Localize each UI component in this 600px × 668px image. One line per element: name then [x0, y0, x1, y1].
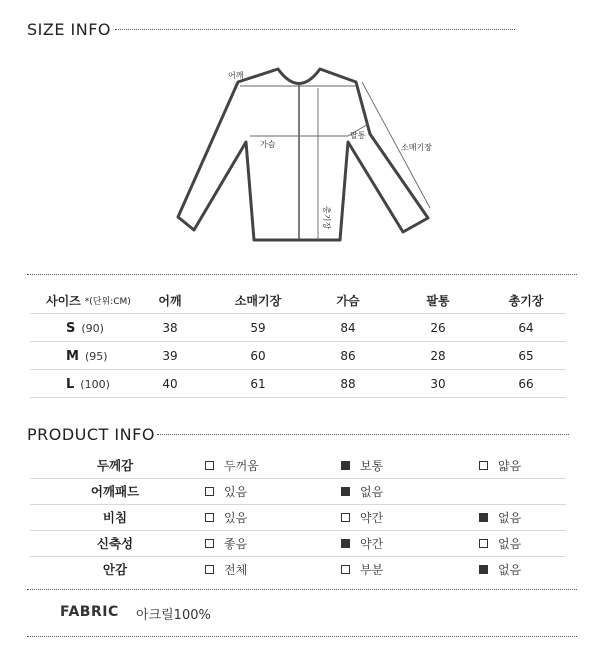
pi-option	[205, 452, 259, 478]
table-cell: 64	[518, 321, 534, 335]
col-header: 총기장	[508, 293, 544, 308]
table-cell: 65	[518, 349, 534, 363]
size-number: (90)	[81, 321, 104, 335]
size-info-heading	[27, 20, 515, 39]
section-divider	[27, 589, 577, 590]
total-length-label: 총기장	[322, 206, 331, 230]
table-cell: 38	[162, 321, 178, 335]
size-cell	[66, 370, 156, 398]
pi-option-label: 약간	[360, 510, 384, 525]
pi-label: 신축성	[96, 536, 134, 551]
product-info-title: PRODUCT INFO	[27, 425, 155, 444]
table-cell: 84	[340, 321, 356, 335]
table-cell: 66	[518, 377, 534, 391]
size-letter: L	[66, 376, 75, 392]
checkbox-empty	[205, 565, 214, 574]
table-cell: 59	[250, 321, 266, 335]
pi-option-label: 없음	[498, 510, 522, 525]
pi-option-label: 얇음	[498, 458, 522, 473]
pi-option	[479, 530, 521, 556]
checkbox-checked	[341, 461, 350, 470]
title-divider	[115, 29, 515, 30]
pi-option-label: 부분	[360, 562, 384, 577]
table-cell: 40	[162, 377, 178, 391]
table-cell: 88	[340, 377, 356, 391]
pi-option	[205, 504, 247, 530]
product-info-row	[30, 556, 566, 582]
table-row	[30, 370, 566, 398]
table-cell: 28	[430, 349, 446, 363]
size-table	[30, 286, 566, 398]
sleeve-length-label: 소매기장	[401, 143, 432, 152]
size-number: (100)	[80, 377, 110, 391]
table-cell: 39	[162, 349, 178, 363]
fabric-label: FABRIC	[60, 604, 119, 620]
size-letter: S	[66, 320, 76, 336]
table-cell: 60	[250, 349, 266, 363]
pi-option-label: 보통	[360, 458, 384, 473]
pi-option	[205, 556, 247, 582]
pi-option-label: 두꺼움	[224, 458, 259, 473]
product-info-heading	[27, 425, 569, 444]
pi-option-label: 없음	[498, 536, 522, 551]
col-header: 가슴	[336, 293, 360, 308]
product-info-row	[30, 452, 566, 478]
checkbox-empty	[205, 461, 214, 470]
pi-option-label: 약간	[360, 536, 384, 551]
arm-width-label: 팔통	[350, 131, 366, 140]
size-letter: M	[66, 348, 79, 364]
pi-label: 두께감	[96, 458, 134, 473]
checkbox-empty	[341, 565, 350, 574]
section-divider	[27, 636, 577, 637]
size-cell	[66, 342, 156, 370]
size-number: (95)	[84, 349, 108, 363]
size-header: 사이즈	[46, 293, 81, 308]
checkbox-empty	[205, 487, 214, 496]
pi-label: 안감	[102, 562, 128, 577]
jacket-outline	[178, 69, 428, 240]
pi-option	[479, 556, 521, 582]
pi-option-label: 없음	[360, 484, 384, 499]
pi-label: 비침	[102, 510, 128, 525]
size-header-cell	[46, 286, 158, 314]
pi-option	[341, 504, 383, 530]
size-cell	[66, 314, 156, 342]
table-cell: 30	[430, 377, 446, 391]
col-header: 팔통	[426, 293, 450, 308]
size-table-header	[30, 286, 566, 314]
checkbox-empty	[479, 461, 488, 470]
pi-option	[479, 504, 521, 530]
pi-option	[341, 478, 383, 504]
row-divider	[30, 341, 566, 342]
pi-option-label: 좋음	[224, 536, 248, 551]
col-header: 소매기장	[234, 293, 282, 308]
chest-label: 가슴	[260, 140, 276, 149]
garment-diagram	[170, 60, 440, 245]
pi-option	[205, 478, 247, 504]
row-divider	[30, 369, 566, 370]
checkbox-empty	[341, 513, 350, 522]
product-info-row	[30, 478, 566, 504]
product-info-row	[30, 530, 566, 556]
table-row	[30, 314, 566, 342]
pi-option-label: 없음	[498, 562, 522, 577]
table-cell: 26	[430, 321, 446, 335]
title-divider	[157, 434, 569, 435]
checkbox-checked	[341, 539, 350, 548]
pi-option	[341, 530, 383, 556]
checkbox-empty	[479, 539, 488, 548]
pi-label: 어깨패드	[90, 484, 140, 499]
pi-option	[479, 452, 521, 478]
table-cell: 86	[340, 349, 356, 363]
product-info-row	[30, 504, 566, 530]
pi-option-label: 있음	[224, 484, 248, 499]
unit-note: *(단위:CM)	[84, 296, 131, 307]
checkbox-checked	[479, 565, 488, 574]
row-divider	[30, 397, 566, 398]
pi-option	[341, 556, 383, 582]
table-cell: 61	[250, 377, 266, 391]
pi-option-label: 있음	[224, 510, 248, 525]
checkbox-empty	[205, 513, 214, 522]
table-row	[30, 342, 566, 370]
checkbox-empty	[205, 539, 214, 548]
pi-option-label: 전체	[224, 562, 248, 577]
pi-option	[205, 530, 247, 556]
size-info-title: SIZE INFO	[27, 20, 112, 39]
pi-option	[341, 452, 383, 478]
col-header: 어깨	[158, 293, 182, 308]
section-divider	[27, 274, 577, 275]
fabric-value: 아크릴100%	[136, 608, 211, 623]
checkbox-checked	[479, 513, 488, 522]
shoulder-label: 어깨	[228, 71, 244, 80]
row-divider	[30, 313, 566, 314]
checkbox-checked	[341, 487, 350, 496]
